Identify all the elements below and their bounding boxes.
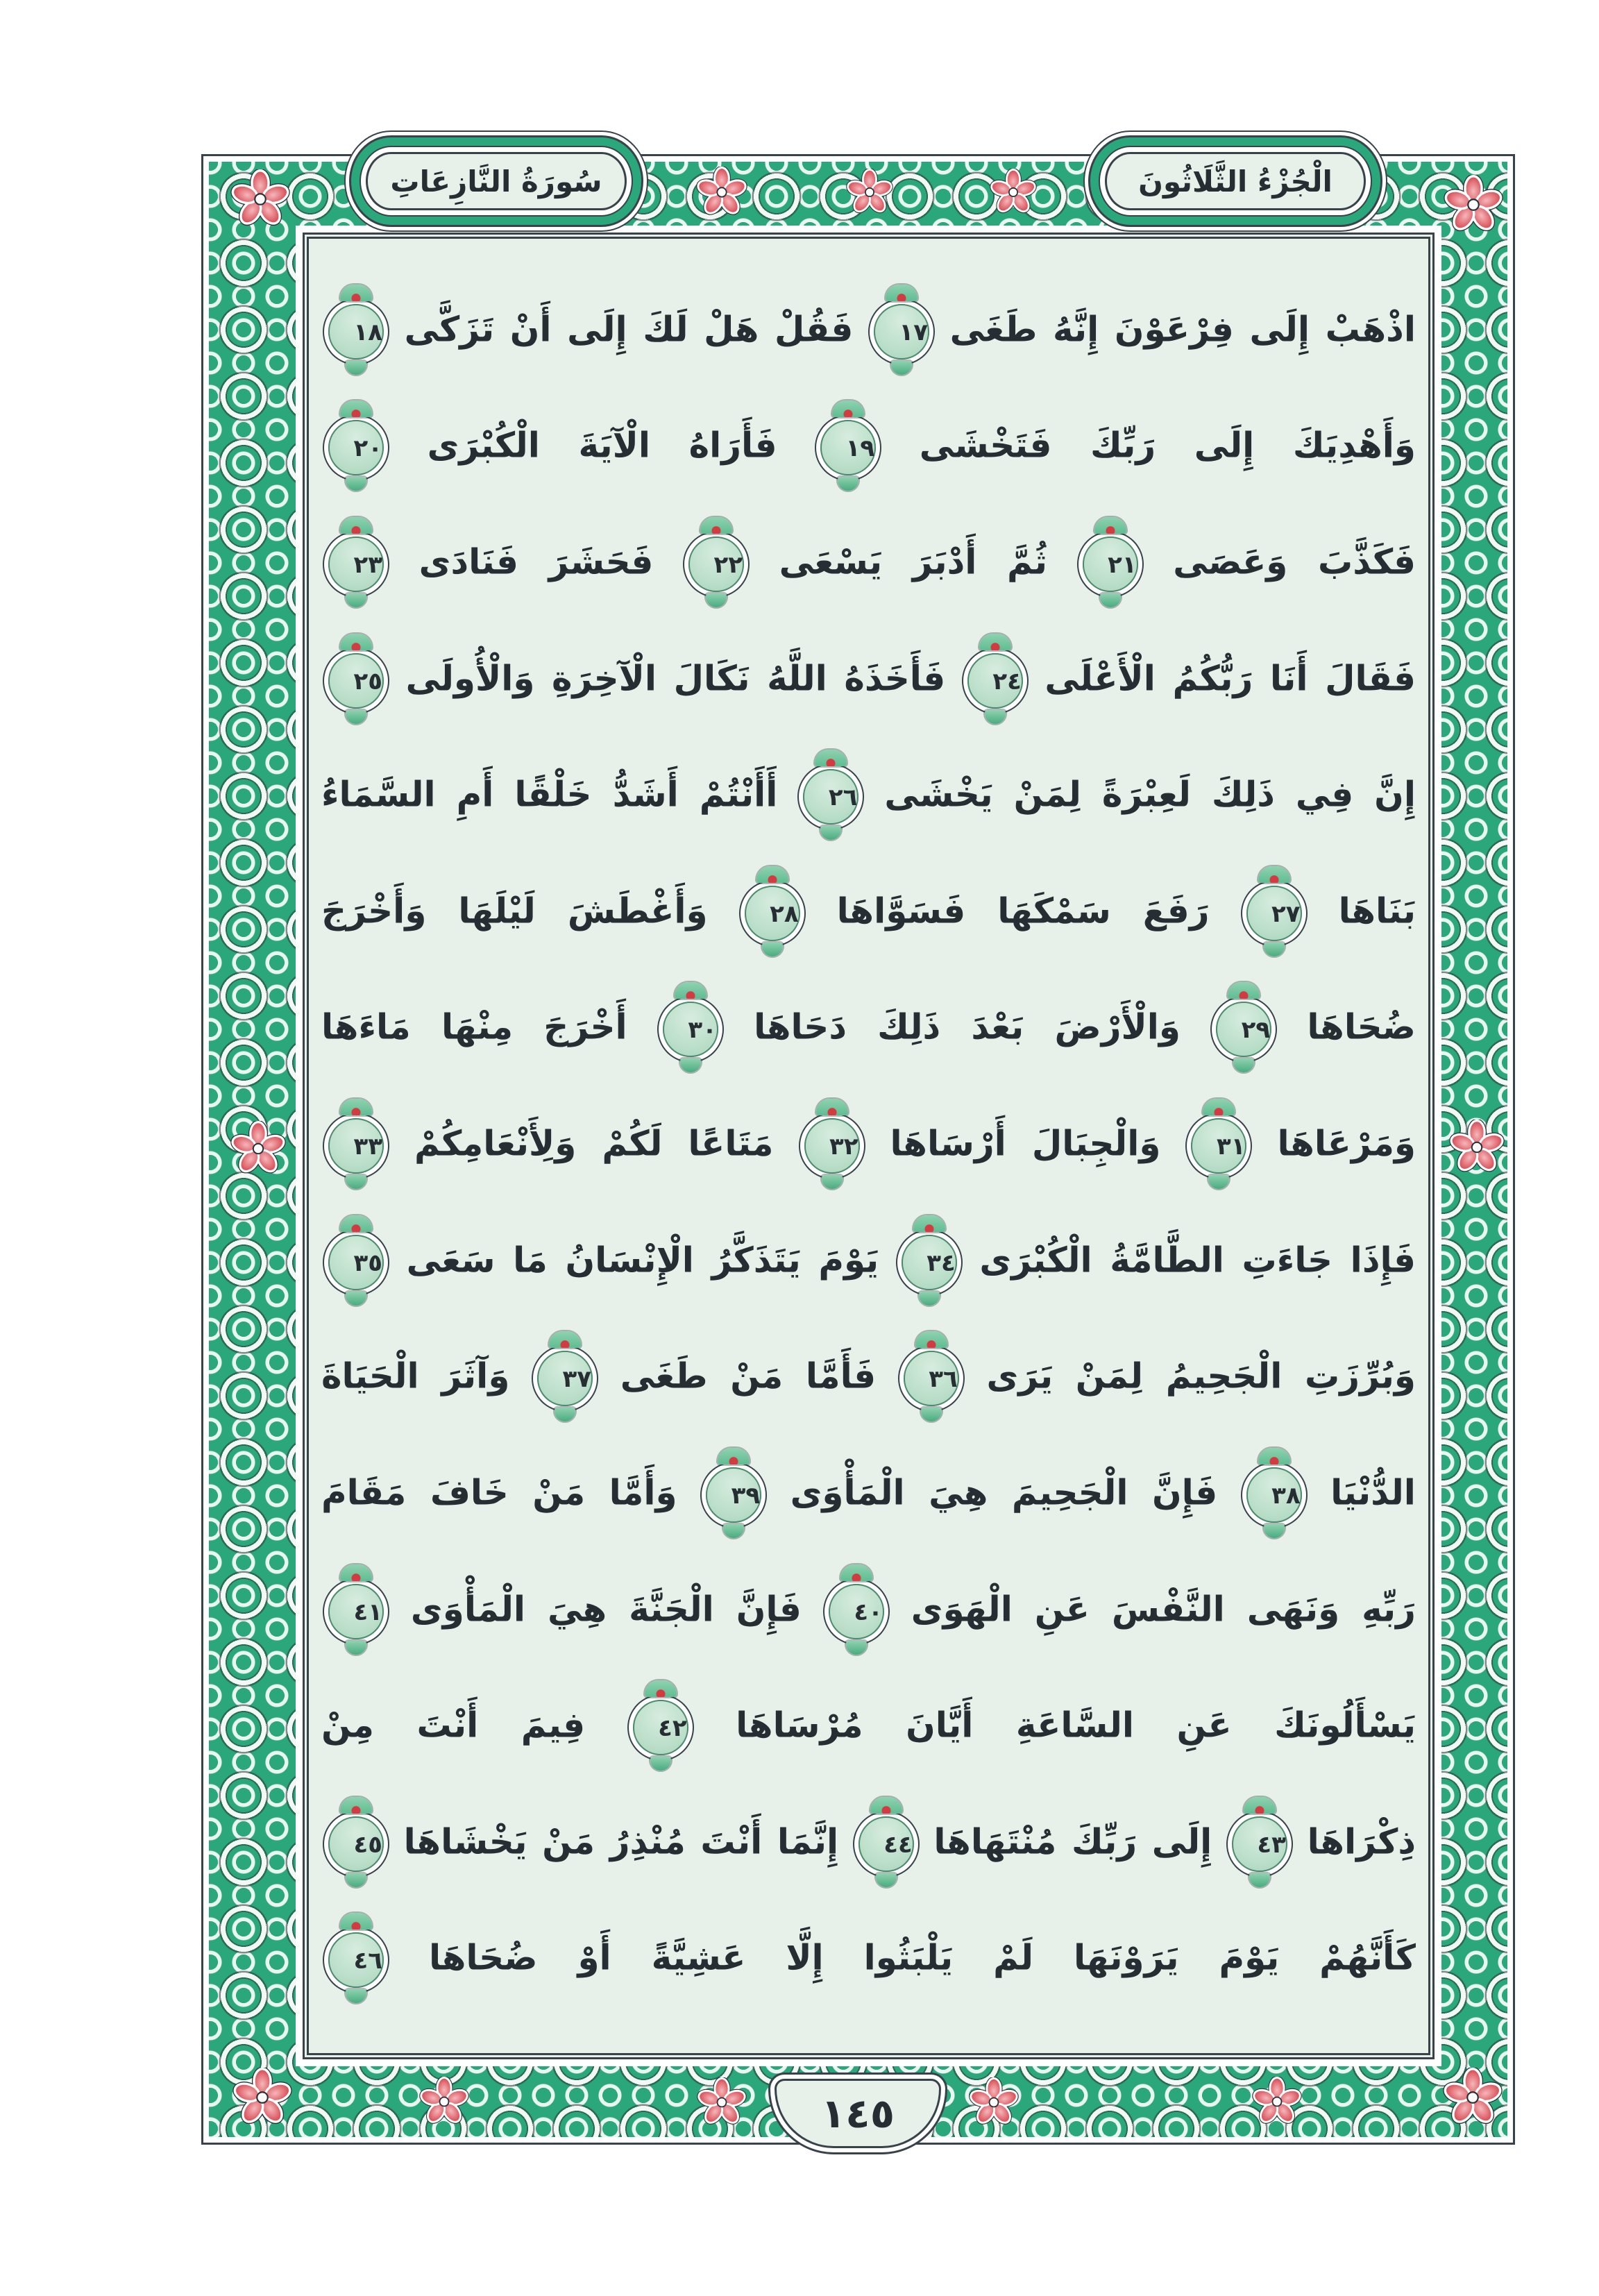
verse-number: ٤٤: [883, 1830, 913, 1859]
verse-number: ٢٢: [713, 550, 743, 579]
page-number: ١٤٥: [820, 2090, 895, 2137]
ayah-text: فَقَالَ أَنَا رَبُّكُمُ الْأَعْلَى: [1044, 658, 1416, 698]
ayah-text: وَالْأَرْضَ بَعْدَ ذَلِكَ دَحَاهَا: [754, 1006, 1181, 1047]
verse-end-marker: [1216, 1002, 1271, 1057]
ayah-text: يَسْأَلُونَكَ عَنِ السَّاعَةِ أَيَّانَ مُرْسَاهَا: [736, 1705, 1416, 1746]
verse-number: ٣٩: [731, 1481, 761, 1510]
verse-end-marker: [328, 1235, 384, 1290]
verse-end-marker: [1246, 1467, 1302, 1523]
ayah-text: الدُّنْيَا: [1330, 1472, 1416, 1513]
ayah-text: فَأَرَاهُ الْآيَةَ الْكُبْرَى: [427, 425, 777, 466]
ayah-text: ثُمَّ أَدْبَرَ يَسْعَى: [779, 541, 1048, 582]
verse-end-marker: [902, 1235, 957, 1290]
verse-end-marker: [745, 886, 800, 941]
ayah-text: رَفَعَ سَمْكَهَا فَسَوَّاهَا: [836, 890, 1210, 931]
verse-end-marker: [328, 653, 384, 709]
ayah-text: أَخْرَجَ مِنْهَا مَاءَهَا: [321, 1006, 627, 1047]
verse-number: ٣٦: [929, 1365, 958, 1394]
verse-number: ٢٩: [1241, 1016, 1271, 1045]
verse-number: ٢٧: [1271, 900, 1301, 928]
verse-end-marker: [328, 1584, 384, 1639]
ayah-text: ذِكْرَاهَا: [1307, 1821, 1416, 1862]
verse-end-marker: [328, 1932, 384, 1988]
verse-number: ٤٢: [658, 1714, 687, 1743]
verse-number: ٢٣: [353, 550, 382, 579]
ayah-text: مَتَاعًا لَكُمْ وَلِأَنْعَامِكُمْ: [414, 1123, 774, 1164]
quran-line: [321, 1235, 1416, 1290]
verse-number: ٤١: [353, 1598, 382, 1626]
verse-number: ١٩: [845, 434, 875, 463]
verse-number: ٢٨: [770, 900, 799, 928]
verse-number: ٣١: [1216, 1133, 1246, 1160]
verse-end-marker: [328, 1118, 384, 1174]
verse-end-marker: [1191, 1118, 1246, 1174]
verse-number: ٤٥: [353, 1830, 382, 1859]
verse-end-marker: [537, 1351, 593, 1406]
ayah-text: إِنَّ فِي ذَلِكَ لَعِبْرَةً لِمَنْ يَخْشَى: [884, 774, 1416, 815]
ayah-text: وَأَهْدِيَكَ إِلَى رَبِّكَ فَتَخْشَى: [919, 425, 1416, 466]
verse-number: ٣٤: [927, 1249, 956, 1277]
quran-line: [321, 1467, 1416, 1523]
ornamental-frame: [201, 154, 1515, 2145]
quran-line: [321, 1700, 1416, 1755]
verse-end-marker: [858, 1816, 914, 1872]
ayah-text: وَمَرْعَاهَا: [1277, 1123, 1416, 1164]
ayah-text: وَأَغْطَشَ لَيْلَهَا وَأَخْرَجَ: [321, 890, 708, 931]
juz-title: الْجُزْءُ الثَّلَاثُونَ: [1138, 164, 1332, 199]
ayah-text: فَكَذَّبَ وَعَصَى: [1173, 541, 1416, 582]
ayah-text: وَالْجِبَالَ أَرْسَاهَا: [890, 1123, 1161, 1164]
ayah-text: فَحَشَرَ فَنَادَى: [418, 541, 654, 582]
verse-number: ٤٣: [1257, 1830, 1286, 1859]
quran-line: [321, 1118, 1416, 1174]
ayah-text: فَقُلْ هَلْ لَكَ إِلَى أَنْ تَزَكَّى: [404, 309, 854, 350]
quran-line: [321, 420, 1416, 475]
verse-end-marker: [1246, 886, 1302, 941]
verse-number: ٢١: [1108, 550, 1137, 579]
verse-number: ٢٦: [828, 784, 858, 812]
verse-end-marker: [328, 1816, 384, 1872]
quran-line: [321, 304, 1416, 360]
quran-line: [321, 1584, 1416, 1639]
ayah-text: رَبِّهِ وَنَهَى النَّفْسَ عَنِ الْهَوَى: [911, 1589, 1416, 1629]
verse-number: ٣٠: [688, 1016, 717, 1045]
verse-number: ٣٥: [353, 1249, 382, 1277]
ayah-text: بَنَاهَا: [1338, 890, 1416, 931]
verse-end-marker: [706, 1467, 761, 1523]
verse-number: ٣٢: [829, 1133, 858, 1160]
ayah-text: إِنَّمَا أَنْتَ مُنْذِرُ مَنْ يَخْشَاهَا: [403, 1821, 839, 1862]
ayah-text: فَإِنَّ الْجَنَّةَ هِيَ الْمَأْوَى: [410, 1589, 802, 1629]
ayah-text: وَبُرِّزَتِ الْجَحِيمُ لِمَنْ يَرَى: [986, 1356, 1416, 1396]
quran-line: [321, 1002, 1416, 1057]
verse-end-marker: [874, 304, 929, 360]
verse-number: ١٨: [353, 318, 382, 346]
verse-number: ٣٧: [562, 1365, 592, 1394]
quran-line: [321, 769, 1416, 825]
ayah-text: وَآثَرَ الْحَيَاةَ: [321, 1356, 510, 1396]
quran-line: [321, 886, 1416, 941]
ayah-text: فَإِذَا جَاءَتِ الطَّامَّةُ الْكُبْرَى: [979, 1240, 1416, 1281]
quran-line: [321, 1816, 1416, 1872]
quran-line: [321, 537, 1416, 592]
verse-end-marker: [688, 537, 744, 592]
verse-end-marker: [328, 537, 384, 592]
verse-end-marker: [328, 304, 384, 360]
quran-line: [321, 1932, 1416, 1988]
verse-number: ٢٥: [353, 667, 382, 695]
verse-end-marker: [633, 1700, 688, 1755]
quran-line: [321, 653, 1416, 709]
ayah-text: كَأَنَّهُمْ يَوْمَ يَرَوْنَهَا لَمْ يَلْبَثُوا إِلَّا عَشِيَّةً أَوْ ضُحَاهَا: [428, 1937, 1416, 1978]
verse-end-marker: [967, 653, 1023, 709]
ayah-text: يَوْمَ يَتَذَكَّرُ الْإِنْسَانُ مَا سَعَى: [406, 1240, 879, 1281]
verse-number: ٣٨: [1271, 1481, 1301, 1510]
verse-number: ٤٦: [353, 1947, 382, 1975]
ayah-text: أَأَنْتُمْ أَشَدُّ خَلْقًا أَمِ السَّمَاءُ: [321, 774, 778, 815]
verse-end-marker: [1083, 537, 1138, 592]
quran-line: [321, 1351, 1416, 1406]
verse-end-marker: [803, 769, 858, 825]
ayah-text: فَإِنَّ الْجَحِيمَ هِيَ الْمَأْوَى: [790, 1472, 1218, 1513]
verse-number: ٤٠: [854, 1598, 883, 1626]
juz-cartouche: [1105, 152, 1366, 210]
verse-end-marker: [904, 1351, 959, 1406]
ayah-text: ضُحَاهَا: [1307, 1006, 1416, 1047]
ayah-text: اذْهَبْ إِلَى فِرْعَوْنَ إِنَّهُ طَغَى: [949, 309, 1416, 350]
verse-end-marker: [1232, 1816, 1287, 1872]
surah-cartouche: [366, 152, 627, 210]
ayah-text: إِلَى رَبِّكَ مُنْتَهَاهَا: [933, 1821, 1212, 1862]
verse-end-marker: [804, 1118, 860, 1174]
verse-end-marker: [820, 420, 876, 475]
verse-end-marker: [663, 1002, 718, 1057]
verse-end-marker: [328, 420, 384, 475]
surah-title: سُورَةُ النَّازِعَاتِ: [390, 164, 602, 199]
verse-number: ١٧: [899, 318, 928, 346]
quran-lines: [309, 239, 1428, 2053]
verse-number: ٢٤: [992, 667, 1022, 695]
ayah-text: فَأَخَذَهُ اللَّهُ نَكَالَ الْآخِرَةِ وَالْأُولَى: [405, 658, 946, 698]
ayah-text: وَأَمَّا مَنْ خَافَ مَقَامَ: [321, 1472, 677, 1513]
verse-number: ٣٣: [353, 1133, 382, 1160]
verse-end-marker: [829, 1584, 884, 1639]
ayah-text: فَأَمَّا مَنْ طَغَى: [620, 1356, 877, 1396]
ayah-text: فِيمَ أَنْتَ مِنْ: [321, 1705, 586, 1746]
verse-number: ٢٠: [353, 434, 382, 463]
text-panel: [303, 233, 1435, 2059]
